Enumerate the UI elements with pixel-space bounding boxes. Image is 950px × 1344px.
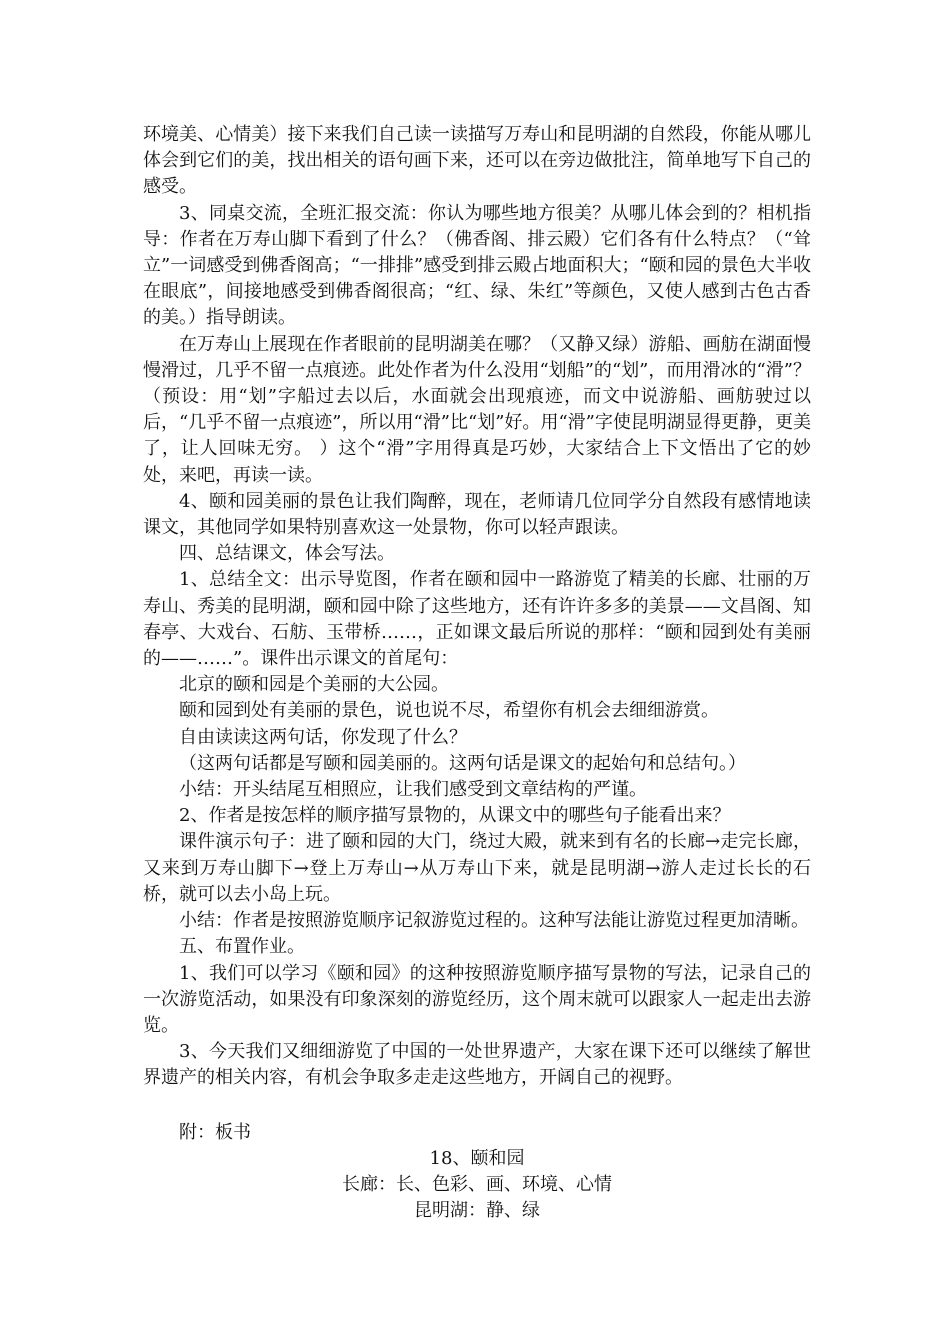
board-line-kunminghu: 昆明湖：静、绿 <box>414 1200 540 1222</box>
board-title: 18、颐和园 <box>429 1147 525 1169</box>
paragraph: 颐和园到处有美丽的景色，说也说不尽，希望你有机会去细细游赏。 <box>179 700 719 722</box>
board-line-changlang: 长廊：长、色彩、画、环境、心情 <box>342 1173 612 1195</box>
paragraph: 1、我们可以学习《颐和园》的这种按照游览顺序描写景物的写法，记录自己的一次游览活动，如果没有印象深刻的游览经历，这个周末就可以跟家人一起走出去游览。 <box>143 962 811 1036</box>
paragraph: 四、总结课文，体会写法。 <box>179 543 395 565</box>
paragraph: 环境美、心情美）接下来我们自己读一读描写万寿山和昆明湖的自然段，你能从哪儿体会到它们的美，找出相关的语句画下来，还可以在旁边做批注，简单地写下自己的感受。 <box>143 124 811 198</box>
paragraph: 自由读读这两句话，你发现了什么？ <box>179 726 467 748</box>
paragraph: （这两句话都是写颐和园美丽的。这两句话是课文的起始句和总结句。） <box>179 752 746 774</box>
paragraph: 3、同桌交流，全班汇报交流：你认为哪些地方很美？从哪儿体会到的？相机指导：作者在万寿山脚下看到了什么？（佛香阁、排云殿）它们各有什么特点？（“耸立”一词感受到佛香阁高；“一排排”感受到排云殿占地面积大；“颐和园的景色大半收在眼底”，间接地感受到佛香阁很高；“红、绿、朱红”等颜色，又使人感到古色古香的美。）指导朗读。 <box>143 202 811 329</box>
paragraph: 小结：作者是按照游览顺序记叙游览过程的。这种写法能让游览过程更加清晰。 <box>179 910 809 932</box>
paragraph: 小结：开头结尾互相照应，让我们感受到文章结构的严谨。 <box>179 779 647 801</box>
appendix-label: 附：板书 <box>179 1121 251 1143</box>
paragraph: 4、颐和园美丽的景色让我们陶醉，现在，老师请几位同学分自然段有感情地读课文，其他同学如果特别喜欢这一处景物，你可以轻声跟读。 <box>143 490 811 539</box>
paragraph: 五、布置作业。 <box>179 936 305 958</box>
paragraph: 北京的颐和园是个美丽的大公园。 <box>179 674 449 696</box>
paragraph: 1、总结全文：出示导览图，作者在颐和园中一路游览了精美的长廊、壮丽的万寿山、秀美的昆明湖，颐和园中除了这些地方，还有许许多多的美景——文昌阁、知春亭、大戏台、石舫、玉带桥……，正如课文最后所说的那样：“颐和园到处有美丽的——……”。课件出示课文的首尾句： <box>143 569 811 670</box>
paragraph: 在万寿山上展现在作者眼前的昆明湖美在哪？（又静又绿）游船、画舫在湖面慢慢滑过，几乎不留一点痕迹。此处作者为什么没用“划船”的“划”，而用滑冰的“滑”？（预设：用“划”字船过去以后，水面就会出现痕迹，而文中说游船、画舫驶过以后，“几乎不留一点痕迹”，所以用“滑”比“划”好。用“滑”字使昆明湖显得更静，更美了，让人回味无穷。 ）这个“滑”字用得真是巧妙，大家结合上下文悟出了它的妙处，来吧，再读一读。 <box>143 333 811 486</box>
paragraph: 2、作者是按怎样的顺序描写景物的，从课文中的哪些句子能看出来？ <box>179 805 731 827</box>
section-gap <box>143 1092 811 1120</box>
paragraph: 课件演示句子：进了颐和园的大门，绕过大殿，就来到有名的长廊→走完长廊，又来到万寿山脚下→登上万寿山→从万寿山下来，就是昆明湖→游人走过长长的石桥，就可以去小岛上玩。 <box>143 831 811 905</box>
blackboard-summary <box>143 1146 811 1225</box>
paragraph: 3、今天我们又细细游览了中国的一处世界遗产，大家在课下还可以继续了解世界遗产的相关内容，有机会争取多走走这些地方，开阔自己的视野。 <box>143 1041 811 1089</box>
body-text <box>143 122 811 1092</box>
document-page <box>143 122 811 1224</box>
